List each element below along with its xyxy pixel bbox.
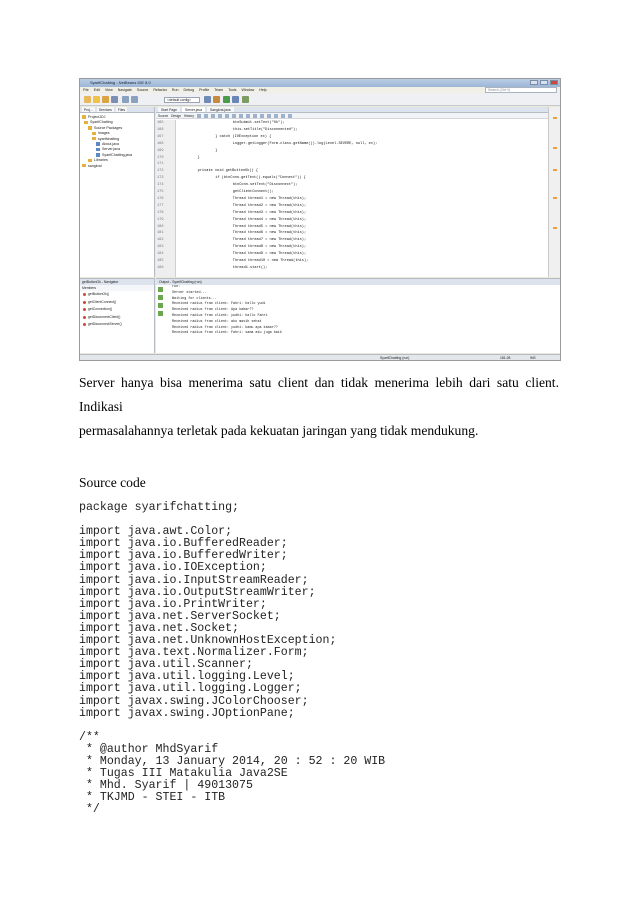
navigator-item <box>80 321 154 329</box>
build-icon <box>204 96 211 103</box>
code-line: Thread thread7 = new Thread(this); <box>232 238 307 243</box>
line-number: 179 <box>157 217 164 222</box>
method-icon <box>83 308 86 311</box>
code-line: Thread thread1 = new Thread(this); <box>232 196 307 201</box>
editor-tool-icon <box>197 114 201 118</box>
editor-tool-icon <box>260 114 264 118</box>
description-paragraph <box>79 371 559 443</box>
projects-tab: Files <box>117 108 126 112</box>
editor-toolbar-item: History <box>184 113 194 118</box>
menu-item: Help <box>259 88 267 92</box>
line-number: 168 <box>157 141 164 146</box>
line-number: 167 <box>157 134 164 139</box>
status-bar <box>80 354 560 361</box>
editor-tool-icon <box>232 114 236 118</box>
source-line: import java.io.OutputStreamWriter; <box>79 585 316 599</box>
menu-item: Profile <box>199 88 210 92</box>
navigator-title: getButtonOk - Navigator <box>80 279 154 285</box>
search-field: Search (Ctrl+I) <box>485 87 557 93</box>
source-line: import java.io.PrintWriter; <box>79 597 267 611</box>
source-line: import java.net.ServerSocket; <box>79 609 281 623</box>
method-icon <box>83 316 86 319</box>
source-code-heading: Source code <box>79 475 146 490</box>
source-line: import java.util.logging.Level; <box>79 670 295 684</box>
tree-node <box>82 164 152 169</box>
paragraph-line-1: Server hanya bisa menerima satu client dan tidak menerima lebih dari satu client. Indikasi <box>79 375 559 414</box>
menu-item: View <box>105 88 113 92</box>
navigator-item-label: getClientConnect() <box>88 299 117 304</box>
projects-pane <box>80 107 155 277</box>
tree-node-label: ProjectJDJ <box>88 115 106 119</box>
tree-node-label: SyarifChatting <box>90 120 113 125</box>
code-line: Thread thread5 = new Thread(this); <box>232 224 307 229</box>
code-line: Thread thread6 = new Thread(this); <box>232 231 307 236</box>
source-line: * @author MhdSyarif <box>79 742 219 756</box>
window-titlebar <box>80 79 560 87</box>
navigator-item-label: getButtonOk() <box>88 292 110 296</box>
menu-item: Navigate <box>117 88 132 92</box>
source-line: import java.util.logging.Logger; <box>79 682 302 696</box>
line-number: 170 <box>157 155 164 160</box>
output-pane <box>156 278 561 353</box>
method-icon <box>83 301 86 304</box>
code-line: Thread thread2 = new Thread(this); <box>232 203 307 208</box>
save-all-icon <box>111 96 118 103</box>
projects-tab: Services <box>98 108 112 112</box>
line-number: 178 <box>157 210 164 215</box>
line-number: 185 <box>157 259 164 263</box>
code-line: Thread thread9 = new Thread(this); <box>232 252 307 257</box>
source-line <box>79 720 385 732</box>
status-run: SyarifChatting (run) <box>380 356 410 360</box>
projects-tab: Proj... <box>84 108 93 112</box>
output-line: Received radius from client: Fahri: hallo yudi <box>172 302 266 307</box>
code-line: btnConn.setText("Disconnect"); <box>232 183 298 188</box>
source-line: import java.awt.Color; <box>79 525 233 539</box>
source-line: import java.io.BufferedWriter; <box>79 549 288 563</box>
source-line: import java.net.UnknownHostException; <box>79 634 337 648</box>
source-line: package syarifchatting; <box>79 501 240 514</box>
folder-icon <box>88 159 92 163</box>
tree-node-label: Server.java <box>102 147 120 152</box>
source-line: import javax.swing.JOptionPane; <box>79 706 295 720</box>
editor-toolbar-item: Design <box>171 113 182 118</box>
undo-icon <box>122 96 129 103</box>
line-number: 184 <box>157 252 164 257</box>
editor-tool-icon <box>204 114 208 118</box>
code-area <box>156 120 550 277</box>
folder-icon <box>92 132 96 136</box>
source-code-block <box>79 502 385 816</box>
window-controls <box>530 80 558 85</box>
java-file-icon <box>96 148 100 152</box>
ide-toolbar <box>80 93 560 106</box>
new-file-icon <box>93 96 100 103</box>
window-title: SyarifChatting - NetBeans IDE 8.0 <box>90 80 151 85</box>
tree-node-label: SyarifChatting.java <box>102 152 133 157</box>
line-number: 165 <box>157 121 164 125</box>
profile-icon <box>242 96 249 103</box>
menu-item: Refactor <box>153 88 167 92</box>
output-line: Received radius from client: yudhi: kamu apa kabar?? <box>172 325 278 330</box>
code-line: Thread thread3 = new Thread(this); <box>232 210 307 215</box>
navigator-item <box>80 314 154 322</box>
line-number: 186 <box>157 265 164 270</box>
tree-node-label: sangkrai <box>88 163 102 168</box>
output-tab: Output - SyarifChatting (run) <box>156 279 561 285</box>
line-number: 177 <box>157 203 164 208</box>
editor-tool-icon <box>253 114 257 118</box>
source-line: */ <box>79 803 100 817</box>
source-line: * TKJMD - STEI - ITB <box>79 791 226 805</box>
folder-icon <box>82 115 86 119</box>
line-number: 173 <box>157 176 164 181</box>
source-line: * Tugas III Matakulia Java2SE <box>79 767 288 781</box>
project-tree <box>80 113 154 171</box>
editor-tool-icon <box>281 114 285 118</box>
output-line: Received radius from client: Apa kabar?? <box>172 308 254 313</box>
code-line: private void getButtonOk() { <box>197 169 258 174</box>
java-file-icon <box>96 142 100 146</box>
editor-toolbar <box>156 113 550 119</box>
editor-tool-icon <box>239 114 243 118</box>
folder-icon <box>92 137 96 141</box>
editor-tool-icon <box>246 114 250 118</box>
menu-item: Edit <box>93 88 100 92</box>
output-line: Received radius from client: aku masih sehat <box>172 319 262 324</box>
source-line: import java.io.InputStreamReader; <box>79 573 309 587</box>
output-line: Received radius from client: yudhi: hallo Fahri <box>172 313 268 318</box>
line-number: 182 <box>157 238 164 243</box>
line-number: 171 <box>157 162 164 167</box>
line-number: 172 <box>157 169 164 174</box>
menu-item: File <box>83 88 89 92</box>
editor-tab: Server.java <box>182 107 205 112</box>
source-line: import javax.swing.JColorChooser; <box>79 694 309 708</box>
navigator-item-label: getDisconnectServer() <box>88 322 122 326</box>
redo-icon <box>131 96 138 103</box>
editor-tab: Sangkrai.java <box>207 107 234 112</box>
method-icon <box>83 323 86 326</box>
editor-tab: Start Page <box>158 107 180 112</box>
source-line: import java.io.BufferedReader; <box>79 537 288 551</box>
source-line: * Mhd. Syarif | 49013075 <box>79 779 253 793</box>
output-line: Server started... <box>172 290 207 295</box>
output-line: run: <box>172 285 181 289</box>
line-number: 181 <box>157 231 164 236</box>
menu-item: Window <box>241 88 255 92</box>
new-project-icon <box>84 96 91 103</box>
editor-tool-icon <box>267 114 271 118</box>
run-icon <box>223 96 230 103</box>
navigator-item-label: getConnection() <box>88 307 113 311</box>
tree-node-label: About.java <box>102 142 119 147</box>
tree-node-label: Source Packages <box>94 125 123 130</box>
code-line: Thread thread4 = new Thread(this); <box>232 217 307 222</box>
editor-toolbar-item: Source <box>158 113 169 118</box>
editor-scrollbar <box>548 107 560 277</box>
menu-item: Team <box>214 88 224 92</box>
menu-item: Run <box>171 88 179 92</box>
editor-tool-icon <box>211 114 215 118</box>
java-file-icon <box>96 153 100 157</box>
menu-item: Tools <box>228 88 237 92</box>
folder-icon <box>82 164 86 168</box>
output-line: Received radius from client: Fahri: sama aku juga baik <box>172 331 282 336</box>
code-line: thread1.start(); <box>232 265 268 270</box>
source-line: /** <box>79 730 100 744</box>
navigator-item <box>80 291 154 299</box>
menu-item: Debug <box>183 88 195 92</box>
source-line: import java.util.Scanner; <box>79 658 253 672</box>
editor-tool-icon <box>274 114 278 118</box>
code-line: btnSubmit.setText("Ok"); <box>232 121 285 125</box>
output-gutter <box>158 287 166 347</box>
code-line: } catch (IOException ex) { <box>215 134 272 139</box>
tree-node-label: syarifchatting <box>98 136 120 141</box>
editor-tool-icon <box>288 114 292 118</box>
navigator-item <box>80 306 154 314</box>
source-line: import java.net.Socket; <box>79 621 240 635</box>
line-number: 169 <box>157 148 164 153</box>
code-line: } <box>197 155 200 160</box>
code-line: getClientConnect(); <box>232 190 274 194</box>
minimize-icon <box>530 80 538 85</box>
navigator-filter: Members <box>80 285 154 291</box>
folder-icon <box>88 126 92 130</box>
code-editor <box>156 107 550 277</box>
menu-item: Source <box>136 88 149 92</box>
code-line: Thread thread8 = new Thread(this); <box>232 245 307 250</box>
navigator-pane <box>80 278 155 353</box>
code-line: } <box>215 148 218 153</box>
close-icon <box>550 80 558 85</box>
source-line: import java.text.Normalizer.Form; <box>79 646 309 660</box>
ide-screenshot <box>79 78 561 361</box>
editor-tool-icon <box>225 114 229 118</box>
code-line: if (btnConn.getText().equals("Connect")) { <box>215 176 306 181</box>
status-ins: INS <box>530 356 536 360</box>
navigator-item-label: getDisconnectClient() <box>88 314 121 319</box>
source-line: * Monday, 13 January 2014, 20 : 52 : 20 WIB <box>79 754 386 768</box>
line-number: 176 <box>157 196 164 201</box>
paragraph-line-2: permasalahannya terletak pada kekuatan jaringan yang tidak mendukung. <box>79 423 479 438</box>
editor-tool-icon <box>218 114 222 118</box>
output-line: Waiting for clients... <box>172 296 217 301</box>
code-line: Thread thread10 = new Thread(this); <box>232 259 309 263</box>
source-line: import java.io.IOException; <box>79 561 267 575</box>
line-number: 183 <box>157 245 164 250</box>
open-project-icon <box>102 96 109 103</box>
config-combo: <default config> <box>164 97 200 103</box>
status-position: 181:28 <box>500 356 511 360</box>
maximize-icon <box>540 80 548 85</box>
code-line: Logger.getLogger(Form.class.getName()).log(Level.SEVERE, null, ex); <box>232 141 378 146</box>
method-icon <box>83 293 86 296</box>
line-number: 174 <box>157 183 164 188</box>
folder-icon <box>84 121 88 125</box>
navigator-item <box>80 299 154 307</box>
line-number: 166 <box>157 127 164 132</box>
line-number: 175 <box>157 190 164 194</box>
debug-icon <box>232 96 239 103</box>
code-line: this.setTitle("Disconnected"); <box>232 127 298 132</box>
line-number: 180 <box>157 224 164 229</box>
clean-build-icon <box>213 96 220 103</box>
tree-node-label: Libraries <box>94 158 108 163</box>
tree-node-label: images <box>98 131 110 136</box>
